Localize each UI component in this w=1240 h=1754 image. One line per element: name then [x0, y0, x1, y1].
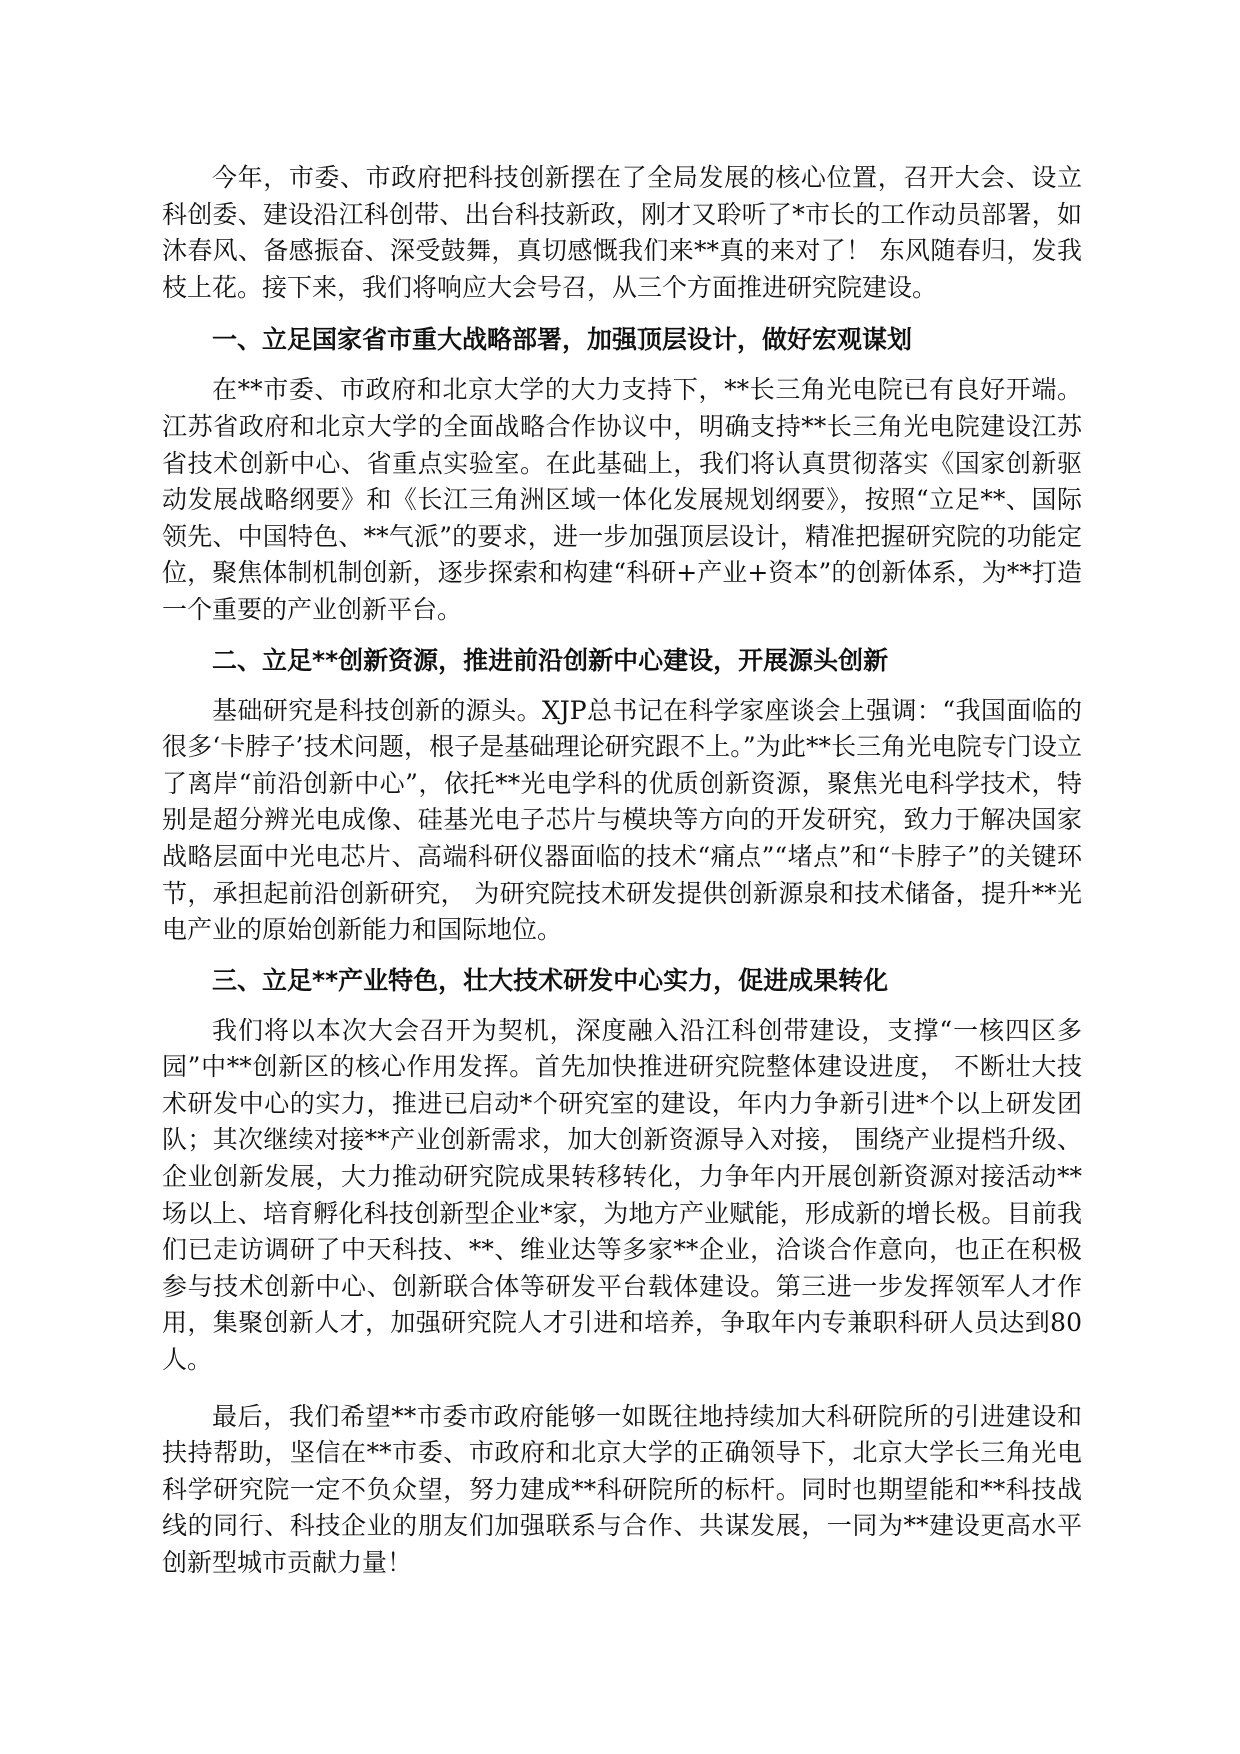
section-3-body: 我们将以本次大会召开为契机，深度融入沿江科创带建设，支撑“一核四区多园”中**创新区的核心作用发挥。首先加快推进研究院整体建设进度， 不断壮大技术研发中心的实力，推进已启动*个研究室的建设，年内力争新引进*个以上研发团队；其次继续对接**产业创新需求，加大创新资源导入对接， 围绕产业提档升级、企业创新发展，大力推动研究院成果转移转化，力争年内开展创新资源对接活动**场以上、培育孵化科技创新型企业*家，为地方产业赋能，形成新的增长极。目前我们已走访调研了中天科技、**、维业达等多家**企业，洽谈合作意向，也正在积极参与技术创新中心、创新联合体等研发平台载体建设。第三进一步发挥领军人才作用，集聚创新人才，加强研究院人才引进和培养，争取年内专兼职科研人员达到80人。	[162, 1015, 1082, 1375]
section-3-heading: 三、立足**产业特色，壮大技术研发中心实力，促进成果转化	[212, 965, 889, 995]
section-2-body: 基础研究是科技创新的源头。XJP总书记在科学家座谈会上强调：“我国面临的很多‘卡脖子’技术问题，根子是基础理论研究跟不上。”为此**长三角光电院专门设立了离岸“前沿创新中心”，依托**光电学科的优质创新资源，聚焦光电科学技术，特别是超分辨光电成像、硅基光电子芯片与模块等方向的开发研究，致力于解决国家战略层面中光电芯片、高端科研仪器面临的技术“痛点”“堵点”和“卡脖子”的关键环节，承担起前沿创新研究， 为研究院技术研发提供创新源泉和技术储备，提升**光电产业的原始创新能力和国际地位。	[162, 695, 1082, 945]
section-1-heading: 一、立足国家省市重大战略部署，加强顶层设计，做好宏观谋划	[212, 325, 913, 355]
closing-paragraph: 最后，我们希望**市委市政府能够一如既往地持续加大科研院所的引进建设和扶持帮助，坚信在**市委、市政府和北京大学的正确领导下，北京大学长三角光电科学研究院一定不负众望，努力建成**科研院所的标杆。同时也期望能和**科技战线的同行、科技企业的朋友们加强联系与合作、共谋发展，一同为**建设更高水平创新型城市贡献力量！	[162, 1401, 1082, 1577]
document-page	[162, 160, 1082, 1582]
section-1-body: 在**市委、市政府和北京大学的大力支持下，**长三角光电院已有良好开端。江苏省政府和北京大学的全面战略合作协议中，明确支持**长三角光电院建设江苏省技术创新中心、省重点实验室。在此基础上，我们将认真贯彻落实《国家创新驱动发展战略纲要》和《长江三角洲区域一体化发展规划纲要》，按照“立足**、国际领先、中国特色、**气派”的要求，进一步加强顶层设计，精准把握研究院的功能定位，聚焦体制机制创新，逐步探索和构建“科研+产业+资本”的创新体系，为**打造一个重要的产业创新平台。	[162, 375, 1082, 624]
intro-paragraph: 今年，市委、市政府把科技创新摆在了全局发展的核心位置，召开大会、设立科创委、建设沿江科创带、出台科技新政，刚才又聆听了*市长的工作动员部署，如沐春风、备感振奋、深受鼓舞，真切感慨我们来**真的来对了！ 东风随春归，发我枝上花。接下来，我们将响应大会号召，从三个方面推进研究院建设。	[162, 163, 1082, 302]
section-2-heading: 二、立足**创新资源，推进前沿创新中心建设，开展源头创新	[212, 645, 889, 675]
